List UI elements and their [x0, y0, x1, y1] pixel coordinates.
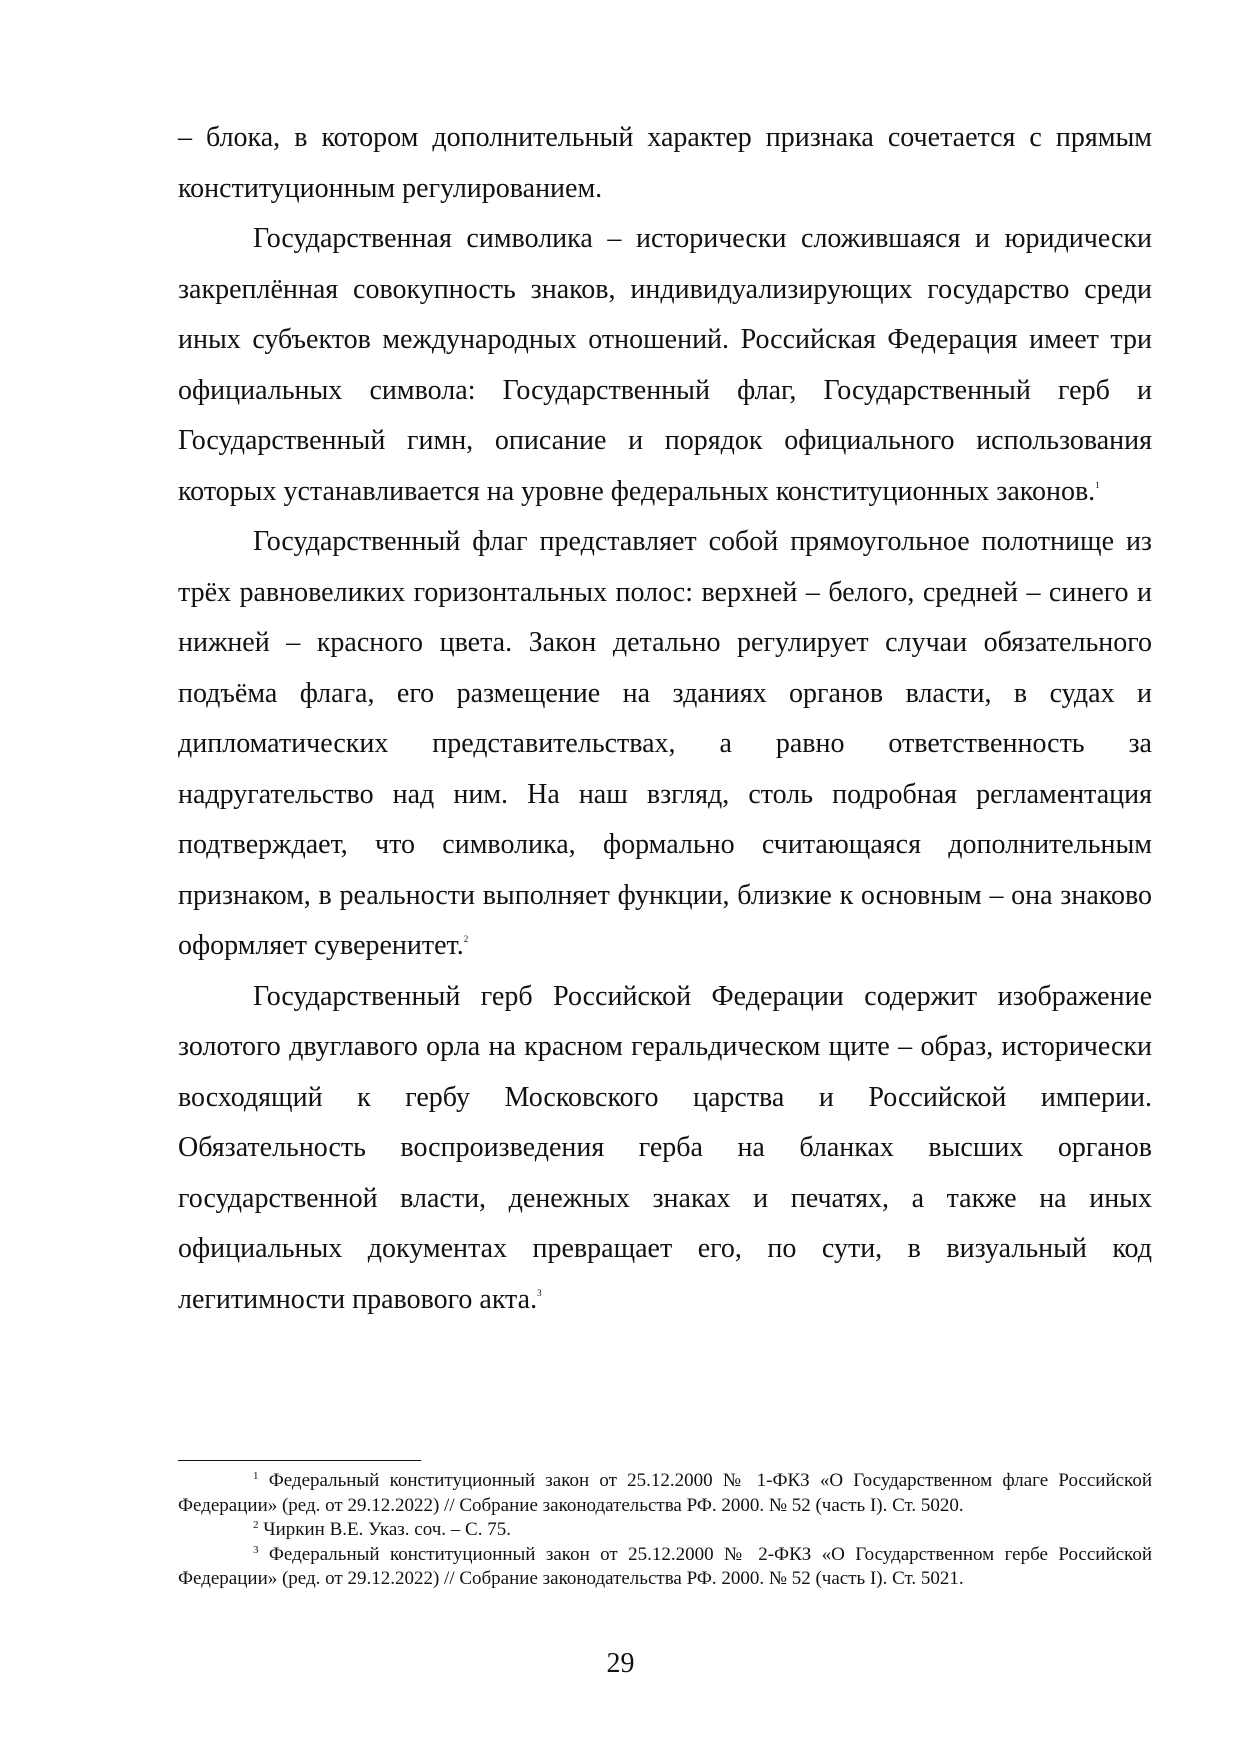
paragraph-1-text: – блока, в котором дополнительный характер признака сочетается с прямым конституционным регулированием. — [178, 122, 1152, 204]
footnote-2-text: Чиркин В.Е. Указ. соч. – С. 75. — [258, 1519, 511, 1540]
footnote-1 — [178, 1469, 1152, 1518]
paragraph-4 — [178, 972, 1152, 1326]
footnote-ref-2[interactable]: 2 — [463, 934, 469, 944]
footnote-2-number: 2 — [253, 1519, 259, 1531]
footnote-3-number: 3 — [253, 1543, 259, 1556]
footnote-1-number: 1 — [253, 1470, 259, 1482]
footnote-1-text: Федеральный конституционный закон от 25.12.2000 № 1-ФКЗ «О Государственном флаге Российской Федерации» (ред. от 29.12.2022) // Собрание законодательства РФ. 2000. № 52 (часть I). Ст. 5020. — [178, 1470, 1152, 1516]
paragraph-3-text: Государственный флаг представляет собой прямоугольное полотнище из трёх равновеликих горизонтальных полос: верхней – белого, средней – синего и нижней – красного цвета. Закон детально регулирует случаи обязательного подъёма флага, его размещение на зданиях органов власти, в судах и дипломатических представительствах, а равно ответственность за надругательство над ним. На наш взгляд, столь подробная регламентация подтверждает, что символика, формально считающаяся дополнительным признаком, в реальности выполняет функции, близкие к основным – она знаково оформляет суверенитет. — [178, 526, 1152, 961]
footnote-ref-1[interactable]: 1 — [1095, 479, 1100, 490]
footnotes — [178, 1469, 1152, 1592]
body-text — [178, 113, 1152, 1325]
paragraph-1 — [178, 113, 1152, 214]
paragraph-4-text: Государственный герб Российской Федерации содержит изображение золотого двуглавого орла на красном геральдическом щите – образ, исторически восходящий к гербу Московского царства и Российской империи. Обязательность воспроизведения герба на бланках высших органов государственной власти, денежных знаках и печатях, а также на иных официальных документах превращает его, по сути, в визуальный код легитимности правового акта. — [178, 980, 1152, 1315]
page-number: 29 — [606, 1648, 635, 1679]
paragraph-2-text: Государственная символика – исторически сложившаяся и юридически закреплённая совокупность знаков, индивидуализирующих государство среди иных субъектов международных отношений. Российская Федерация имеет три официальных символа: Государственный флаг, Государственный герб и Государственный гимн, описание и порядок официального использования которых устанавливается на уровне федеральных конституционных законов. — [178, 223, 1152, 507]
paragraph-2 — [178, 214, 1152, 517]
footnote-ref-3[interactable]: 3 — [537, 1287, 542, 1298]
footnote-3-text: Федеральный конституционный закон от 25.12.2000 № 2-ФКЗ «О Государственном гербе Российской Федерации» (ред. от 29.12.2022) // Собрание законодательства РФ. 2000. № 52 (часть I). Ст. 5021. — [178, 1543, 1152, 1589]
footnote-2 — [178, 1518, 1152, 1543]
paragraph-3 — [178, 517, 1152, 972]
footnote-separator — [178, 1460, 421, 1461]
footnote-3 — [178, 1543, 1152, 1592]
